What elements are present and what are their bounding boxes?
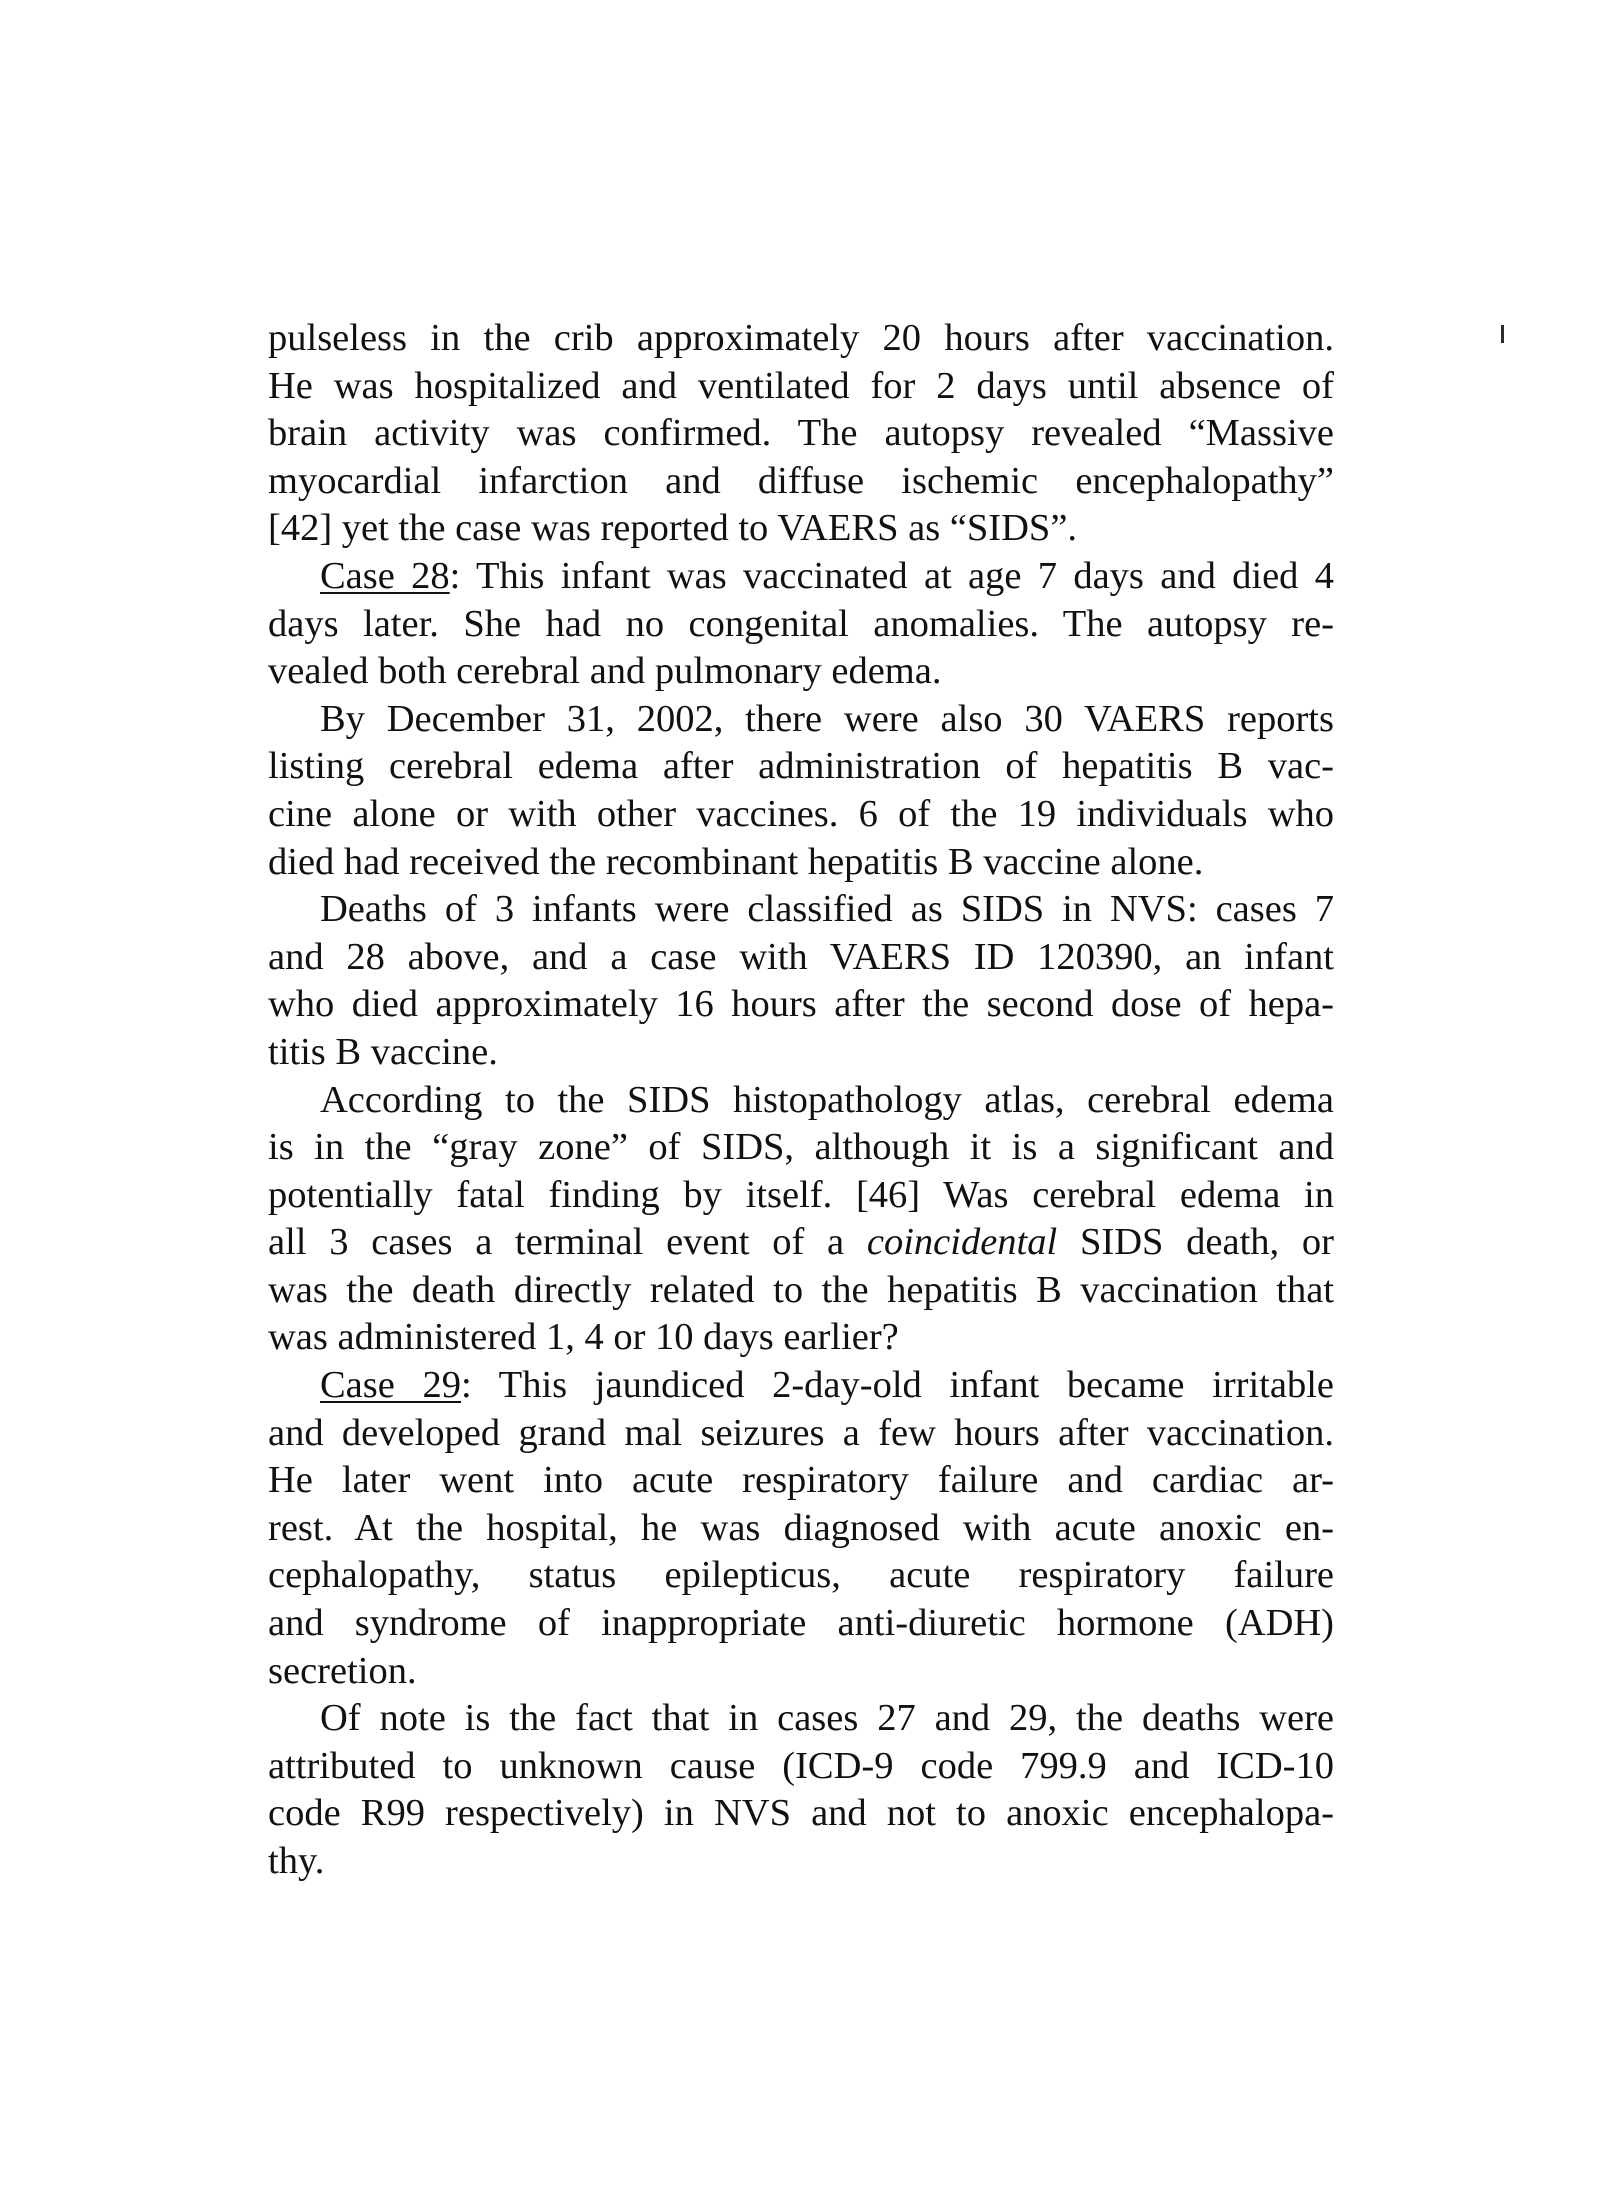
case-28-heading: Case 28 — [320, 554, 450, 597]
text-line: titis B vaccine. — [268, 1030, 498, 1073]
text-line: and 28 above, and a case with VAERS ID 120390, an infant — [268, 935, 1334, 978]
text-line: Deaths of 3 infants were classified as SIDS in NVS: cases 7 — [320, 888, 1334, 931]
text-line: He later went into acute respiratory failure and cardiac ar- — [268, 1459, 1334, 1502]
text-line: listing cerebral edema after administration of hepatitis B vac- — [268, 745, 1334, 788]
text-line: died had received the recombinant hepatitis B vaccine alone. — [268, 840, 1204, 883]
text-line: vealed both cerebral and pulmonary edema. — [268, 650, 942, 693]
text-line — [268, 1362, 1334, 1410]
text-line: potentially fatal finding by itself. [46] Was cerebral edema in — [268, 1173, 1334, 1216]
text-line: and developed grand mal seizures a few hours after vaccination. — [268, 1411, 1334, 1454]
text-line: He was hospitalized and ventilated for 2 days until absence of — [268, 364, 1334, 407]
text-line: is in the “gray zone” of SIDS, although it is a significant and — [268, 1126, 1334, 1169]
text-line: was the death directly related to the hepatitis B vaccination that — [268, 1268, 1334, 1311]
text-line: Of note is the fact that in cases 27 and 29, the deaths were — [320, 1697, 1334, 1740]
text-line: attributed to unknown cause (ICD-9 code 799.9 and ICD-10 — [268, 1744, 1334, 1787]
text-line: According to the SIDS histopathology atlas, cerebral edema — [320, 1078, 1334, 1121]
text-line: days later. She had no congenital anomalies. The autopsy re- — [268, 602, 1334, 645]
text-line — [268, 1219, 1334, 1267]
text-segment: : This infant was vaccinated at age 7 days and died 4 — [449, 554, 1334, 597]
text-line: rest. At the hospital, he was diagnosed with acute anoxic en- — [268, 1506, 1334, 1549]
text-segment: SIDS death, or — [1057, 1221, 1334, 1264]
emphasis-word: coincidental — [866, 1221, 1058, 1264]
text-line: [42] yet the case was reported to VAERS as “SIDS”. — [268, 507, 1078, 550]
text-line: cephalopathy, status epilepticus, acute respiratory failure — [268, 1554, 1334, 1597]
text-line: cine alone or with other vaccines. 6 of the 19 individuals who — [268, 792, 1334, 835]
text-line: and syndrome of inappropriate anti-diuretic hormone (ADH) — [268, 1602, 1334, 1645]
body-text — [268, 315, 1334, 1886]
text-line: myocardial infarction and diffuse ischemic encephalopathy” — [268, 459, 1334, 502]
text-line: brain activity was confirmed. The autopsy revealed “Massive — [268, 412, 1334, 455]
text-line: was administered 1, 4 or 10 days earlier? — [268, 1316, 899, 1359]
margin-bar-mark — [1501, 325, 1504, 343]
text-line: code R99 respectively) in NVS and not to anoxic encephalopa- — [268, 1792, 1334, 1835]
text-line: secretion. — [268, 1649, 417, 1692]
text-segment: all 3 cases a terminal event of a — [268, 1221, 867, 1264]
text-line: pulseless in the crib approximately 20 hours after vaccination. — [268, 317, 1334, 359]
text-line: thy. — [268, 1840, 325, 1882]
case-29-heading: Case 29 — [320, 1364, 462, 1407]
text-line: By December 31, 2002, there were also 30 VAERS reports — [320, 697, 1334, 740]
text-segment: : This jaundiced 2-day-old infant became irritable — [461, 1364, 1334, 1407]
text-line: who died approximately 16 hours after the second dose of hepa- — [268, 983, 1334, 1026]
text-line — [268, 553, 1334, 601]
